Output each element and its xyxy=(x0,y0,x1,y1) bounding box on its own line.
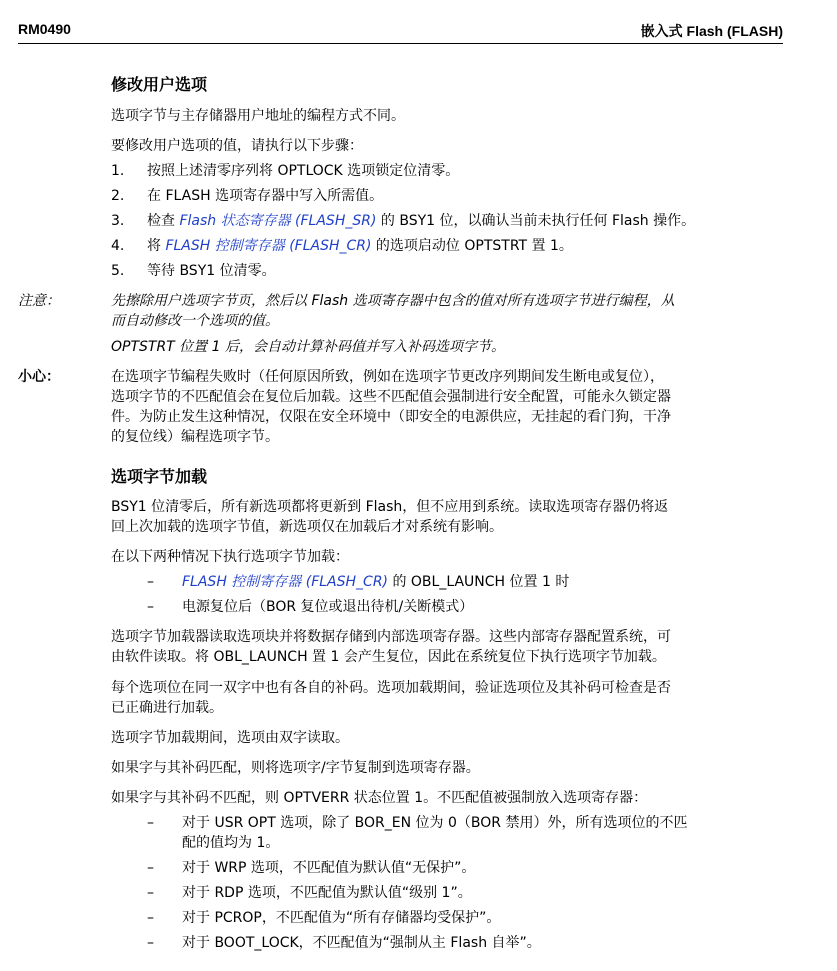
note-label: 注意： xyxy=(18,293,60,309)
caution-line: 的复位线）编程选项字节。 xyxy=(111,429,279,445)
heading-option-byte-loading: 选项字节加载 xyxy=(111,467,208,486)
bullet-dash: – xyxy=(147,815,154,831)
bullet-text: 对于 PCROP，不匹配值为“所有存储器均受保护”。 xyxy=(182,910,501,926)
caution-line: 件。为防止发生这种情况，仅限在安全环境中（即安全的电源供应，无挂起的看门狗，干净 xyxy=(111,409,671,425)
note-line: 先擦除用户选项字节页，然后以 Flash 选项寄存器中包含的值对所有选项字节进行编程，从 xyxy=(111,293,675,309)
step-text-post: 的 BSY1 位，以确认当前未执行任何 Flash 操作。 xyxy=(376,213,696,229)
bullet-text xyxy=(182,572,783,592)
step-text-pre: 将 xyxy=(147,238,166,254)
paragraph: 回上次加载的选项字节值，新选项仅在加载后才对系统有影响。 xyxy=(111,519,503,535)
step-text: 按照上述清零序列将 OPTLOCK 选项锁定位清零。 xyxy=(147,163,460,179)
step-number: 1. xyxy=(111,163,125,179)
step-text-post: 的选项启动位 OPTSTRT 置 1。 xyxy=(371,238,573,254)
paragraph: 每个选项位在同一双字中也有各自的补码。选项加载期间，验证选项位及其补码可检查是否 xyxy=(111,680,671,696)
paragraph: 选项字节加载器读取选项块并将数据存储到内部选项寄存器。这些内部寄存器配置系统，可 xyxy=(111,629,671,645)
step-number: 2. xyxy=(111,188,125,204)
bullet-text: 对于 BOOT_LOCK，不匹配值为“强制从主 Flash 自举”。 xyxy=(182,935,541,951)
note-line: OPTSTRT 位置 1 后，会自动计算补码值并写入补码选项字节。 xyxy=(111,339,505,355)
bullet-text: 对于 USR OPT 选项，除了 BOR_EN 位为 0（BOR 禁用）外，所有选项位的不匹 xyxy=(182,815,688,831)
bullet-text: 电源复位后（BOR 复位或退出待机/关断模式） xyxy=(182,599,474,615)
step-text xyxy=(147,211,783,231)
caution-line: 选项字节的不匹配值会在复位后加载。这些不匹配值会强制进行安全配置，可能永久锁定器 xyxy=(111,389,671,405)
bullet-dash: – xyxy=(147,910,154,926)
caution-label: 小心： xyxy=(18,369,60,385)
paragraph: 选项字节与主存储器用户地址的编程方式不同。 xyxy=(111,108,405,124)
paragraph: 要修改用户选项的值，请执行以下步骤： xyxy=(111,138,363,154)
paragraph: 已正确进行加载。 xyxy=(111,700,223,716)
section-title: 嵌入式 Flash (FLASH) xyxy=(640,23,783,39)
link-flash-cr[interactable]: FLASH 控制寄存器 (FLASH_CR) xyxy=(182,574,389,590)
step-number: 3. xyxy=(111,213,125,229)
caution-line: 在选项字节编程失败时（任何原因所致，例如在选项字节更改序列期间发生断电或复位）， xyxy=(111,369,664,385)
step-text-pre: 检查 xyxy=(147,213,180,229)
paragraph: 选项字节加载期间，选项由双字读取。 xyxy=(111,730,349,746)
paragraph: 如果字与其补码不匹配，则 OPTVERR 状态位置 1。不匹配值被强制放入选项寄存器： xyxy=(111,790,648,806)
step-text: 在 FLASH 选项寄存器中写入所需值。 xyxy=(147,188,384,204)
bullet-dash: – xyxy=(147,574,154,590)
step-number: 5. xyxy=(111,263,125,279)
heading-modify-user-options: 修改用户选项 xyxy=(111,75,208,94)
step-text: 等待 BSY1 位清零。 xyxy=(147,263,276,279)
bullet-text: 对于 WRP 选项，不匹配值为默认值“无保护”。 xyxy=(182,860,476,876)
bullet-dash: – xyxy=(147,935,154,951)
step-number: 4. xyxy=(111,238,125,254)
paragraph: 在以下两种情况下执行选项字节加载： xyxy=(111,549,349,565)
note-line: 而自动修改一个选项的值。 xyxy=(111,313,279,329)
paragraph: BSY1 位清零后，所有新选项都将更新到 Flash，但不应用到系统。读取选项寄存器仍将返 xyxy=(111,499,669,515)
bullet-dash: – xyxy=(147,885,154,901)
link-flash-cr[interactable]: FLASH 控制寄存器 (FLASH_CR) xyxy=(165,238,372,254)
bullet-dash: – xyxy=(147,599,154,615)
bullet-dash: – xyxy=(147,860,154,876)
paragraph: 如果字与其补码匹配，则将选项字/字节复制到选项寄存器。 xyxy=(111,760,480,776)
doc-id: RM0490 xyxy=(18,21,71,37)
step-text xyxy=(147,236,783,256)
bullet-text: 对于 RDP 选项，不匹配值为默认值“级别 1”。 xyxy=(182,885,472,901)
link-flash-sr[interactable]: Flash 状态寄存器 (FLASH_SR) xyxy=(179,213,377,229)
bullet-text: 配的值均为 1。 xyxy=(182,835,280,851)
paragraph: 由软件读取。将 OBL_LAUNCH 置 1 会产生复位，因此在系统复位下执行选项字节加载。 xyxy=(111,649,666,665)
page-header xyxy=(18,19,783,44)
bullet-text-post: 的 OBL_LAUNCH 位置 1 时 xyxy=(388,574,570,590)
